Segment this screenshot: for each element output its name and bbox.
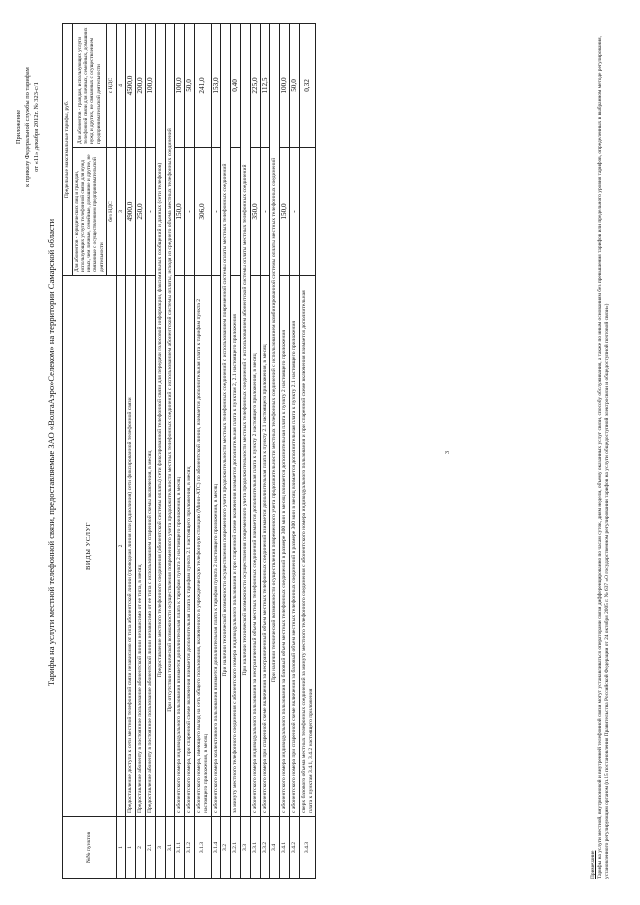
header-vat-incl: с НДС — [106, 23, 116, 147]
row-number: 3 — [155, 817, 165, 879]
tariff-business: 350,0 — [250, 148, 260, 276]
table-row — [221, 23, 231, 878]
tariff-citizen: 100,0 — [146, 23, 156, 147]
tariff-citizen: 100,0 — [280, 23, 290, 147]
section-heading: При наличии технической возможности осуществления повременного учета продолжительности местных телефонных соединений с использованием комбинированной системы оплаты местных телефонных соединений — [270, 23, 280, 816]
section-heading: При отсутствии технической возможности осуществления повременного учета продолжительности местных телефонных соединений с использованием абонентской системы оплаты, исходя из среднего объема местных телефонных соединений — [165, 23, 175, 816]
tariff-table — [62, 23, 316, 879]
row-number: 3.4.3 — [299, 817, 316, 879]
appendix-date: от «11» декабря 2012г. № 323-с/1 — [33, 82, 40, 172]
appendix-block — [14, 22, 41, 232]
service-description: Предоставление абоненту в постоянное пользование абонентской линии независимо от ее типа с использованием спаренной схемы включения, в месяц — [146, 276, 156, 817]
row-number: 3.2.1 — [231, 817, 241, 879]
tariff-citizen: 200,0 — [136, 23, 146, 147]
tariff-business: - — [211, 148, 221, 276]
appendix-order: к приказу Федеральной службы по тарифам — [24, 67, 31, 187]
table-row — [126, 23, 136, 878]
table-row — [270, 23, 280, 878]
row-number: 3.4.1 — [280, 817, 290, 879]
row-number: 3.3 — [240, 817, 250, 879]
row-number: 3.3.1 — [250, 817, 260, 879]
table-row — [231, 23, 241, 878]
row-number: 3.2 — [221, 817, 231, 879]
tariff-citizen: 50,0 — [289, 23, 299, 147]
tariff-business: 150,0 — [280, 148, 290, 276]
section-heading: При наличии технической возможности осуществления повременного учета продолжительности местных телефонных соединений с использованием повременной системы оплаты местных телефонных соединений — [221, 23, 231, 816]
note-text: Тарифы на услуги местной, внутризоновой и внутренней телефонной связи могут устанавливаться операторами связи дифференцированно по часам суток, дням недели, объему оказанных услуг связи, способу обслуживания, а также по иным основаниям без превышения тарифов или предельного уровня тарифов, определенных в выбранном методе регулирования, установленного регулирующим органом (п.15 постановления Правительства Российской Федерации от 24 октября 2005 г. № 637 «О государственном регулировании тарифов на услуги общедоступной электросвязи и общедоступной почтовой связи») — [596, 36, 610, 879]
table-row — [211, 23, 221, 878]
table-row — [185, 23, 195, 878]
service-description: с абонентского номера, имеющего выход на сеть общего пользования, включенного в учрежденческую телефонную станцию (Мини-АТС) по абонентской линии, взимается дополнительная плата к тарифам пункта 2 настоящего приложения, в месяц — [194, 276, 211, 817]
tariff-business: - — [185, 148, 195, 276]
row-number: 2 — [136, 817, 146, 879]
service-description: с абонентского номера при спаренной схеме включения за базовый объем местных телефонных соединений в размере 300 мин в месяц взимается дополнительная плата к пункту 2.1 настоящего приложения — [289, 276, 299, 817]
tariff-citizen: 0,40 — [231, 23, 241, 147]
service-description: с абонентского номера индивидуального пользования взимается дополнительная плата к тарифам пункта 2 настоящего приложения, в месяц — [175, 276, 185, 817]
row-number: 3.1.1 — [175, 817, 185, 879]
header-col4: Для абонентов - граждан, использующих услуги телефонной связи для личных, семейных, домашних нужд и других, не связанных с осуществлением предпринимательской деятельности — [72, 23, 106, 147]
section-heading: Предоставление местного телефонного соединения (абонентской системы оплаты) сети фиксированной телефонной связи для передачи голосовой информации, факсимильных сообщений и данных (сети телефонов) — [155, 23, 165, 816]
header-index-2: 2 — [116, 276, 126, 817]
note-block — [590, 24, 610, 879]
tariff-citizen: 50,0 — [185, 23, 195, 147]
tariff-citizen: 100,0 — [175, 23, 185, 147]
note-title: Примечание — [590, 850, 596, 879]
tariff-business: - — [146, 148, 156, 276]
appendix-label: Приложение — [15, 109, 22, 145]
row-number: 3.4.2 — [289, 817, 299, 879]
table-row — [194, 23, 211, 878]
table-row — [289, 23, 299, 878]
tariff-citizen: 4500,0 — [126, 23, 136, 147]
table-row — [260, 23, 270, 878]
header-col3: Для абонентов - юридических лиц и граждан, использующих услуги телефонной связи для нужд иных, чем личные, семейные, домашние и другие, не связанные с осуществлением предпринимательской деятельности — [72, 148, 106, 276]
tariff-citizen: 0,32 — [299, 23, 316, 147]
table-row — [280, 23, 290, 878]
tariff-business: 250,0 — [136, 148, 146, 276]
tariff-business: - — [289, 148, 299, 276]
service-description: с абонентского номера, при спаренной схеме включения взимается дополнительная плата к тарифам пункта 2.1 настоящего приложения, в месяц — [185, 276, 195, 817]
tariff-business — [231, 148, 241, 276]
service-description: Предоставление доступа к сети местной телефонной связи независимо от типа абонентской линии (проводная линия или радиолиния) сети фиксированной телефонной связи — [126, 276, 136, 817]
service-description: за минуту местного телефонного соединения с абонентского номера индивидуального пользования и при спаренной схеме включения взимается дополнительная плата к пунктам 2, 2.1 настоящего приложения — [231, 276, 241, 817]
tariff-business — [299, 148, 316, 276]
page-number: 3 — [445, 451, 451, 454]
table-row — [155, 23, 165, 878]
service-description: с абонентского номера индивидуального пользования за неограниченный объем местных телефонных соединений взимается дополнительная плата к пункту 2 настоящего приложения, в месяц — [250, 276, 260, 817]
tariff-business: 150,0 — [175, 148, 185, 276]
service-description: сверх базового объема местных телефонных соединений за минуту местного телефонного соединения с абонентского номера индивидуального пользования и при спаренной схеме включения взимается дополнительная плата к пунктам 3.4.1, 3.4.2 настоящего приложения — [299, 276, 316, 817]
tariff-table-body — [126, 23, 316, 878]
table-row — [165, 23, 175, 878]
service-description: Предоставление абоненту в постоянное пользование абонентской линии независимо от ее типа, в месяц — [136, 276, 146, 817]
tariff-business: - — [260, 148, 270, 276]
service-description: с абонентского номера коллективного пользования взимается дополнительная плата к тарифам пункта 2 настоящего приложения, в месяц — [211, 276, 221, 817]
row-number: 3.1.4 — [211, 817, 221, 879]
service-description: с абонентского номера индивидуального пользования за базовый объем местных телефонных соединений в размере 300 мин в месяц взимается дополнительная плата к пункту 2 настоящего приложения — [280, 276, 290, 817]
table-row — [136, 23, 146, 878]
document-title: Тарифы на услуги местной телефонной связи, предоставляемые ЗАО «ВолгаАэро»Сeлеком» на территории Самарской области — [46, 218, 56, 687]
tariff-citizen: 112,5 — [260, 23, 270, 147]
row-number: 3.3.2 — [260, 817, 270, 879]
table-row — [240, 23, 250, 878]
service-description: с абонентского номера при спаренной схеме включения за неограниченный объем местных телефонных соединений взимается дополнительная плата к пункту 2.1 настоящего приложения, в месяц — [260, 276, 270, 817]
section-heading: При наличии технической возможности осуществления повременного учета продолжительности местных телефонных соединений с использованием абонентской системы оплаты местных телефонных соединений — [240, 23, 250, 816]
header-index-1: 1 — [116, 817, 126, 879]
header-num: №№ пунктов — [63, 817, 117, 879]
row-number: 2.1 — [146, 817, 156, 879]
table-row — [250, 23, 260, 878]
header-services: ВИДЫ УСЛУГ — [63, 276, 117, 817]
row-number: 3.4 — [270, 817, 280, 879]
table-row — [299, 23, 316, 878]
header-index-4: 4 — [116, 23, 126, 147]
tariff-business: 4900,0 — [126, 148, 136, 276]
header-tariffs: Предельные максимальные тарифы, руб. — [63, 23, 73, 275]
tariff-business: 306,0 — [194, 148, 211, 276]
table-row — [146, 23, 156, 878]
tariff-citizen: 153,0 — [211, 23, 221, 147]
row-number: 3.1.2 — [185, 817, 195, 879]
header-vat-excl: без НДС — [106, 148, 116, 276]
header-index-3: 3 — [116, 148, 126, 276]
row-number: 3.1.3 — [194, 817, 211, 879]
row-number: 1 — [126, 817, 136, 879]
row-number: 3.1 — [165, 817, 175, 879]
tariff-citizen: 225,0 — [250, 23, 260, 147]
table-row — [175, 23, 185, 878]
tariff-citizen: 241,0 — [194, 23, 211, 147]
